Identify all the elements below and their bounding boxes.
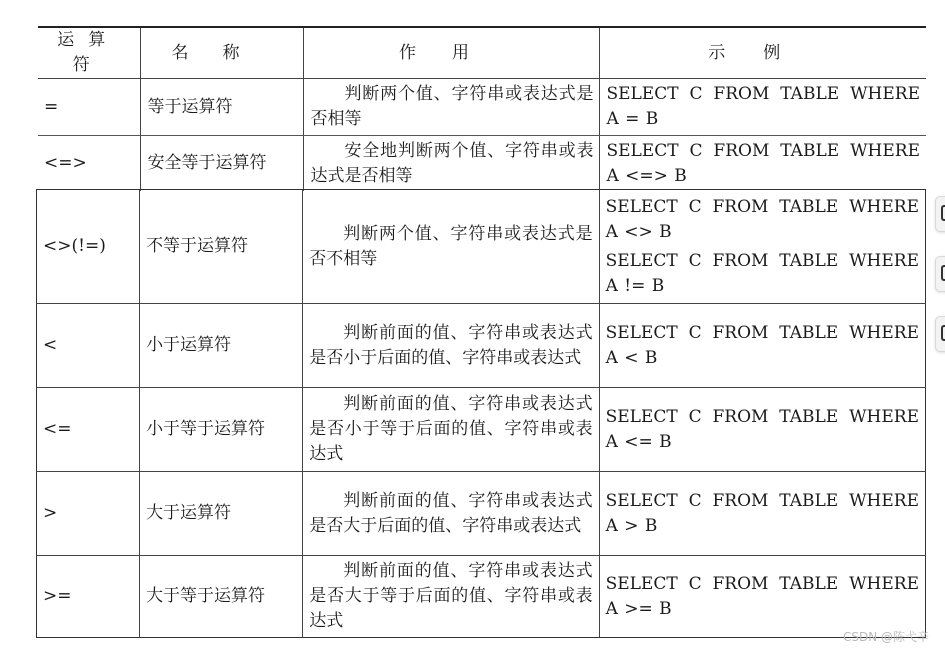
operator-cell: <= (37, 388, 140, 472)
example-cell (599, 388, 925, 472)
example-line: SELECT C FROM TABLE WHERE A > B (605, 490, 919, 536)
header-function: 作用 (304, 27, 600, 79)
table-row (37, 472, 926, 556)
table-row (37, 388, 926, 472)
table-row (37, 190, 926, 304)
example-line: SELECT C FROM TABLE WHERE A <= B (605, 406, 919, 452)
example-cell (599, 556, 925, 638)
table-row (37, 556, 926, 638)
function-cell: 判断两个值、字符串或表达式是否相等 (304, 79, 600, 136)
function-cell: 判断前面的值、字符串或表达式是否小于后面的值、字符串或表达式 (303, 304, 599, 388)
function-cell: 判断前面的值、字符串或表达式是否大于后面的值、字符串或表达式 (303, 472, 599, 556)
example-line: SELECT C FROM TABLE WHERE A = B (606, 84, 920, 129)
name-cell: 等于运算符 (141, 79, 304, 136)
operator-cell: < (37, 304, 140, 388)
name-cell: 小于等于运算符 (140, 388, 303, 472)
side-toolbar-icon (941, 205, 945, 221)
example-cell (599, 472, 925, 556)
side-toolbar-button[interactable] (935, 196, 945, 232)
header-operator: 运算符 (38, 27, 141, 79)
example-cell (599, 190, 925, 304)
table-row (37, 304, 926, 388)
side-toolbar-icon (941, 325, 945, 341)
table-row (38, 136, 926, 192)
operator-table-top (38, 26, 926, 191)
function-cell: 判断前面的值、字符串或表达式是否大于等于后面的值、字符串或表达式 (303, 556, 599, 638)
name-cell: 不等于运算符 (140, 190, 303, 304)
operator-table-bottom (36, 189, 926, 638)
operator-cell: >= (37, 556, 140, 638)
example-line: SELECT C FROM TABLE WHERE A != B (605, 250, 919, 296)
example-line: SELECT C FROM TABLE WHERE A <=> B (606, 140, 920, 186)
name-cell: 大于运算符 (140, 472, 303, 556)
side-toolbar-button[interactable] (935, 256, 945, 292)
example-cell (600, 79, 926, 136)
operator-cell: > (37, 472, 140, 556)
side-toolbar-icon (941, 265, 945, 281)
example-line: SELECT C FROM TABLE WHERE A >= B (605, 573, 919, 619)
operator-cell: = (38, 79, 141, 136)
side-toolbar-button[interactable] (935, 316, 945, 352)
header-name: 名称 (141, 27, 304, 79)
function-cell: 安全地判断两个值、字符串或表达式是否相等 (304, 136, 600, 192)
example-line: SELECT C FROM TABLE WHERE A <> B (605, 196, 919, 242)
function-cell: 判断前面的值、字符串或表达式是否小于等于后面的值、字符串或表达式 (303, 388, 599, 472)
header-example: 示例 (600, 27, 926, 79)
header-row (38, 27, 926, 79)
example-cell (600, 136, 926, 192)
operator-cell: <=> (44, 153, 87, 173)
name-cell: 小于运算符 (140, 304, 303, 388)
function-cell: 判断两个值、字符串或表达式是否不相等 (303, 190, 599, 304)
name-cell: 大于等于运算符 (140, 556, 303, 638)
operator-cell: <>(!=) (37, 190, 140, 304)
table-row (38, 79, 926, 136)
name-cell: 安全等于运算符 (141, 136, 304, 192)
watermark: CSDN @陈弋辛 (842, 630, 929, 644)
example-cell (599, 304, 925, 388)
example-line: SELECT C FROM TABLE WHERE A < B (605, 322, 919, 368)
